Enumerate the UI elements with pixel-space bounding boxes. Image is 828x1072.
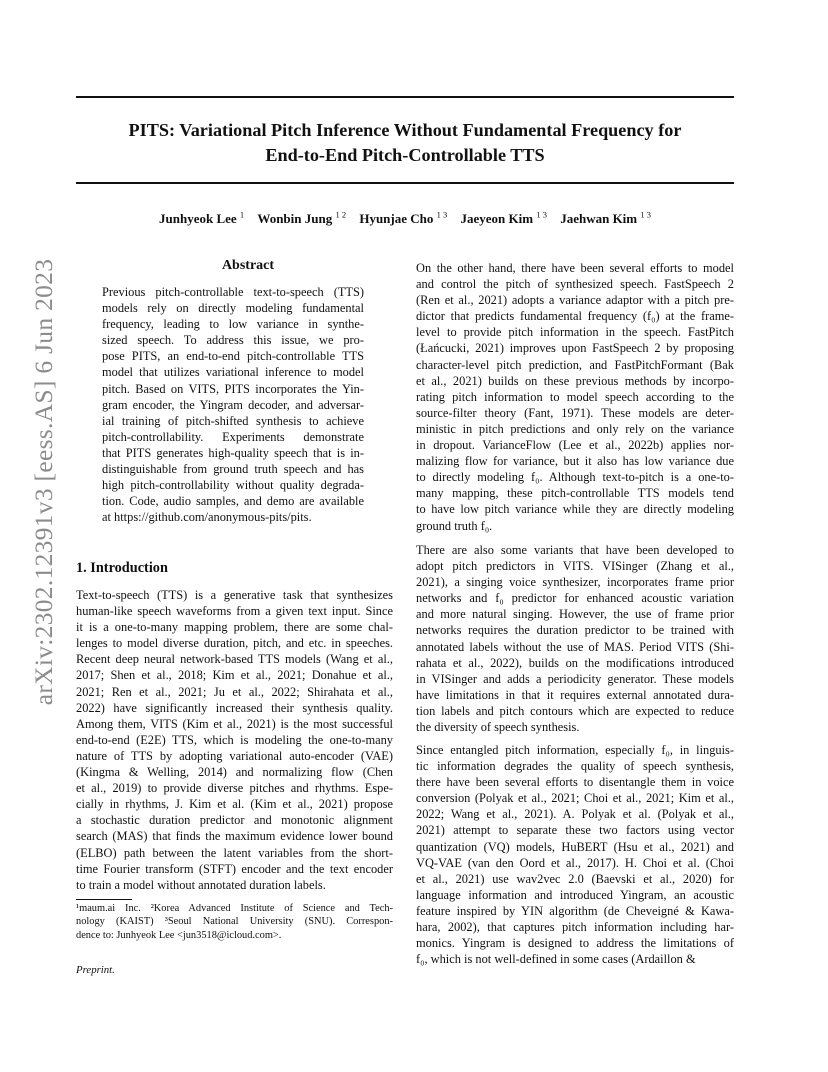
text-line: et al., 2021) use wav2vec 2.0 (Baevski et al., 2020) for — [416, 871, 734, 886]
text-line: lenges to model diverse duration, pitch, and etc. in speeches. — [76, 636, 393, 651]
text-line: pitch. Based on VITS, PITS incorporates the Yin- — [102, 381, 364, 396]
text-line: that PITS generates high-quality speech that is in- — [102, 445, 364, 460]
author-list — [76, 210, 734, 227]
text-line: 2017; Shen et al., 2018; Kim et al., 2021; Donahue et al., — [76, 668, 393, 683]
text-line: dence to: Junhyeok Lee <jun3518@icloud.com>. — [76, 929, 282, 941]
top-rule — [76, 96, 734, 98]
text-line: Previous pitch-controllable text-to-speech (TTS) — [102, 285, 364, 299]
text-line: 2021), a singing voice synthesizer, incorporates frame prior — [416, 575, 734, 590]
text-line: high pitch-controllability without quality degrada- — [102, 478, 364, 493]
text-line: many mapping, these pitch-controllable TTS models tend — [416, 486, 734, 501]
text-line: annotated labels without the use of MAS. Period VITS (Shi- — [416, 639, 734, 654]
text-line: to directly modeling f₀. Although text-to-pitch is a one-to- — [416, 470, 734, 485]
text-line: dictor that predicts fundamental frequency (f₀) at the frame- — [416, 309, 734, 324]
affiliation-footnote — [76, 902, 393, 942]
text-line: Among them, VITS (Kim et al., 2021) is the most successful — [76, 716, 393, 731]
text-line: VQ-VAE (van den Oord et al., 2017). H. Choi et al. (Choi — [416, 855, 734, 870]
text-line: tion labels and pitch contours which are expected to reduce — [416, 703, 734, 718]
text-line: in VISinger and adds a periodicity generator. These models — [416, 671, 734, 686]
text-line: tic information degrades the quality of speech synthesis, — [416, 759, 734, 774]
author: Wonbin Jung $^{1 2}$ — [257, 210, 347, 227]
text-line: in dropout. VarianceFlow (Lee et al., 2022b) applies nor- — [416, 438, 734, 453]
text-line: cially in rhythms, J. Kim et al. (Kim et al., 2021) propose — [76, 797, 393, 812]
text-line: a stochastic duration predictor and monotonic alignment — [76, 813, 393, 828]
text-line: Text-to-speech (TTS) is a generative task that synthesizes — [76, 588, 393, 602]
text-line: human-like speech waveforms from a given text input. Since — [76, 604, 393, 619]
text-line: character-level pitch prediction, and FastPitchFormant (Bak — [416, 357, 734, 372]
text-line: networks and f₀ predictor for enhanced acoustic variation — [416, 591, 734, 606]
preprint-label: Preprint. — [76, 964, 115, 976]
text-line: monics. Yingram is designed to address the limitations of — [416, 936, 734, 951]
text-line: On the other hand, there have been several efforts to model — [416, 261, 734, 275]
text-line: (Łańcucki, 2021) improves upon FastSpeech 2 by proposing — [416, 341, 734, 356]
paper-title — [76, 118, 734, 168]
text-line: nature of TTS by adopting variational auto-encoder (VAE) — [76, 748, 393, 763]
text-line: distinguishable from ground truth speech and has — [102, 462, 364, 477]
text-line: at https://github.com/anonymous-pits/pits. — [102, 510, 312, 525]
text-line: gram encoder, the Yingram decoder, and adversar- — [102, 397, 364, 412]
text-line: feature inspired by YIN algorithm (de Cheveigné & Kawa- — [416, 903, 734, 918]
text-line: quantization (VQ) models, HuBERT (Hsu et al., 2021) and — [416, 839, 734, 854]
text-line: language information and introduced Yingram, an acoustic — [416, 887, 734, 902]
text-line: to have low pitch variance while they are directly modeling — [416, 502, 734, 517]
title-line: PITS: Variational Pitch Inference Without Fundamental Frequency for — [128, 120, 682, 140]
author: Jaehwan Kim $^{1 3}$ — [560, 210, 651, 227]
paragraph-disentangle — [416, 742, 734, 967]
title-line: End-to-End Pitch-Controllable TTS — [265, 145, 545, 165]
author: Hyunjae Cho $^{1 3}$ — [359, 210, 448, 227]
text-line: source-filter theory (Fant, 1971). These models are deter- — [416, 405, 734, 420]
text-line: model that utilizes variational inference to model — [102, 365, 364, 380]
paragraph-pitch-control — [416, 260, 734, 534]
text-line: and more natural singing. However, the use of frame prior — [416, 607, 734, 622]
text-line: time Fourier transform (STFT) encoder and the text encoder — [76, 861, 393, 876]
text-line: models rely on directly modeling fundamental — [102, 301, 364, 316]
text-line: ground truth f₀. — [416, 518, 493, 533]
text-line: f₀, which is not well-defined in some cases (Ardaillon & — [416, 952, 696, 967]
text-line: et al., 2019) to provide diverse pitches and rhythms. Espe- — [76, 781, 393, 796]
text-line: (ELBO) path between the latent variables from the short- — [76, 845, 393, 860]
text-line: search (MAS) that finds the maximum evidence lower bound — [76, 829, 393, 844]
text-line: and control the pitch of synthesized speech. FastSpeech 2 — [416, 277, 734, 292]
text-line: Recent deep neural network-based TTS models (Wang et al., — [76, 652, 393, 667]
text-line: rahata et al., 2022), builds on the modifications introduced — [416, 655, 734, 670]
text-line: it is a one-to-many mapping problem, there are some chal- — [76, 620, 393, 635]
text-line: end-to-end (E2E) TTS, which is modeling the one-to-many — [76, 732, 393, 747]
text-line: there have been several efforts to disentangle them in voice — [416, 775, 734, 790]
text-line: ial training of pitch-shifted synthesis to achieve — [102, 413, 364, 428]
text-line: (Ren et al., 2021) adopts a variance adaptor with a pitch pre- — [416, 293, 734, 308]
text-line: 2021; Ren et al., 2021; Ju et al., 2022; Shirahata et al., — [76, 684, 393, 699]
author: Junhyeok Lee $^1$ — [159, 210, 245, 227]
text-line: pitch-controllability. Experiments demonstrate — [102, 429, 364, 444]
text-line: rating pitch information to model speech according to the — [416, 389, 734, 404]
text-line: adopt pitch predictors in VITS. VISinger (Zhang et al., — [416, 559, 734, 574]
section-heading-introduction: 1. Introduction — [76, 560, 168, 576]
title-bottom-rule — [76, 182, 734, 184]
text-line: sized speech. To address this issue, we pro- — [102, 333, 364, 348]
footnote-rule — [76, 899, 132, 900]
text-line: 2022; Wang et al., 2021). A. Polyak et al. (Polyak et al., — [416, 807, 734, 822]
text-line: 2021) attempt to separate these two factors using vector — [416, 823, 734, 838]
text-line: There are also some variants that have been developed to — [416, 543, 734, 557]
abstract-heading: Abstract — [221, 258, 275, 273]
text-line: et al., 2021) builds on these previous methods by incorpo- — [416, 373, 734, 388]
text-line: conversion (Polyak et al., 2021; Choi et al., 2021; Kim et al., — [416, 791, 734, 806]
text-line: have limitations in that it requires external annotated dura- — [416, 687, 734, 702]
text-line: (Kingma & Welling, 2014) and normalizing flow (Chen — [76, 765, 393, 780]
paragraph-vits-variants — [416, 542, 734, 735]
arxiv-identifier: arXiv:2302.12391v3 [eess.AS] 6 Jun 2023 — [29, 258, 58, 706]
text-line: ¹maum.ai Inc. ²Korea Advanced Institute of Science and Tech- — [76, 903, 393, 914]
text-line: frequency, leading to low variance in synthe- — [102, 317, 364, 332]
text-line: hara, 2002), that captures pitch information including har- — [416, 920, 734, 935]
text-line: Since entangled pitch information, especially f₀, in linguis- — [416, 743, 734, 757]
abstract-body — [102, 284, 364, 525]
text-line: the diversity of speech synthesis. — [416, 720, 580, 735]
text-line: malizing flow for variance, but it also has low variance due — [416, 454, 734, 469]
text-line: tion. Code, audio samples, and demo are available — [102, 494, 364, 509]
text-line: 2022) have significantly increased their synthesis quality. — [76, 700, 393, 715]
text-line: pose PITS, an end-to-end pitch-controllable TTS — [102, 349, 364, 364]
text-line: level to provide pitch information in the speech. FastPitch — [416, 325, 734, 340]
text-line: ministic in pitch predictions and only rely on the variance — [416, 421, 734, 436]
text-line: to train a model without annotated duration labels. — [76, 877, 326, 892]
text-line: nology (KAIST) ³Seoul National University (SNU). Correspon- — [76, 916, 393, 928]
introduction-body — [76, 587, 393, 893]
text-line: networks requires the duration predictor to be trained with — [416, 623, 734, 638]
author: Jaeyeon Kim $^{1 3}$ — [460, 210, 547, 227]
